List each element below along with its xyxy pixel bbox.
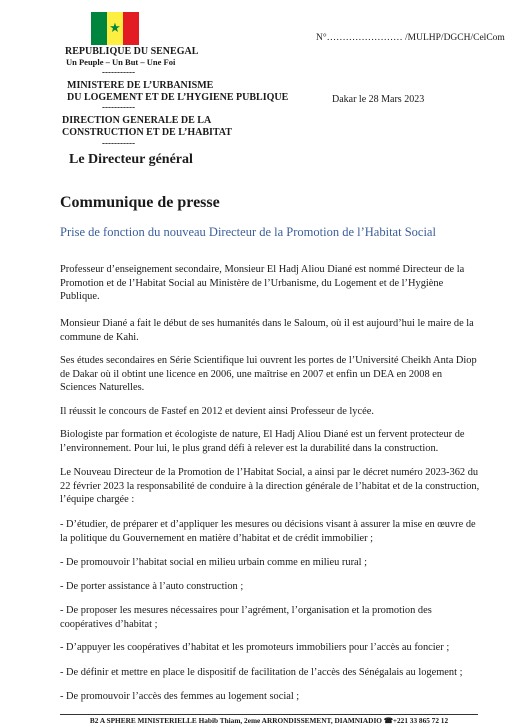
flag-yellow-band	[107, 12, 123, 45]
separator: -----------	[102, 138, 135, 148]
document-subtitle: Prise de fonction du nouveau Directeur de la Promotion de l’Habitat Social	[60, 225, 436, 239]
document-title: Communique de presse	[60, 194, 220, 211]
mission-item: - D’appuyer les coopératives d’habitat et les promoteurs immobiliers pour l’accès au foncier ;	[60, 642, 450, 653]
reference-number: N°…………………… /MULHP/DGCH/CelCom	[316, 33, 505, 43]
document-date: Dakar le 28 Mars 2023	[332, 94, 425, 105]
mission-item: - De promouvoir l’habitat social en milieu urbain comme en milieu rural ;	[60, 557, 368, 568]
flag-star-icon: ★	[109, 20, 121, 36]
direction-line-1: DIRECTION GENERALE DE LA	[62, 115, 212, 126]
ministry-line-1: MINISTERE DE L’URBANISME	[67, 80, 214, 91]
separator: -----------	[102, 102, 135, 112]
signatory-title: Le Directeur général	[69, 152, 193, 167]
paragraph-environment: Biologiste par formation et écologiste de nature, El Hadj Aliou Diané est un fervent protecteur de l’environnement. Pour lui, le plus grand défi à relever est la durabilité dans la construction.	[60, 429, 465, 454]
mission-item: - D’étudier, de préparer et d’appliquer les mesures ou décisions visant à assurer la mise en œuvre de la politique du Gouvernement en matière d’habitat et de crédit immobilier ;	[60, 519, 476, 544]
paragraph-origins: Monsieur Diané a fait le début de ses humanités dans le Saloum, où il est aujourd’hui le maire de la commune de Kahi.	[60, 318, 474, 343]
paragraph-fastef: Il réussit le concours de Fastef en 2012 et devient ainsi Professeur de lycée.	[60, 406, 374, 417]
footer-divider	[60, 714, 478, 715]
mission-item: - De porter assistance à l’auto construction ;	[60, 581, 244, 592]
mission-item: - De proposer les mesures nécessaires pour l’agrément, l’organisation et la promotion des coopératives d’habitat ;	[60, 605, 432, 630]
senegal-flag	[91, 12, 139, 45]
ministry-line-2: DU LOGEMENT ET DE L’HYGIENE PUBLIQUE	[67, 92, 289, 103]
national-motto: Un Peuple – Un But – Une Foi	[66, 57, 176, 67]
mission-item: - De définir et mettre en place le dispositif de facilitation de l’accès des Sénégalais au logement ;	[60, 667, 463, 678]
flag-red-band	[123, 12, 139, 45]
republic-name: REPUBLIQUE DU SENEGAL	[65, 46, 199, 57]
paragraph-appointment: Professeur d’enseignement secondaire, Monsieur El Hadj Aliou Diané est nommé Directeur de la Promotion et de l’Habitat Social au Ministère de l’Urbanisme, du Logement et de l’Hygiène Publique.	[60, 264, 465, 303]
paragraph-education: Ses études secondaires en Série Scientifique lui ouvrent les portes de l’Université Cheikh Anta Diop de Dakar où il obtint une licence en 2006, une maîtrise en 2007 et enfin un DEA en 2008 en Sciences Naturelles.	[60, 355, 477, 394]
direction-line-2: CONSTRUCTION ET DE L’HABITAT	[62, 127, 232, 138]
separator: -----------	[102, 67, 135, 77]
mission-item: - De promouvoir l’accès des femmes au logement social ;	[60, 691, 300, 702]
footer-address: B2 A SPHERE MINISTERIELLE Habib Thiam, 2eme ARRONDISSEMENT, DIAMNIADIO ☎+221 33 865 72 12	[89, 716, 449, 725]
flag-green-band	[91, 12, 107, 45]
paragraph-decree: Le Nouveau Directeur de la Promotion de l’Habitat Social, a ainsi par le décret numéro 2023-362 du 22 février 2023 la responsabilité de conduire à la direction générale de l’habitat et de la construction, l’équipe chargée :	[60, 467, 480, 506]
